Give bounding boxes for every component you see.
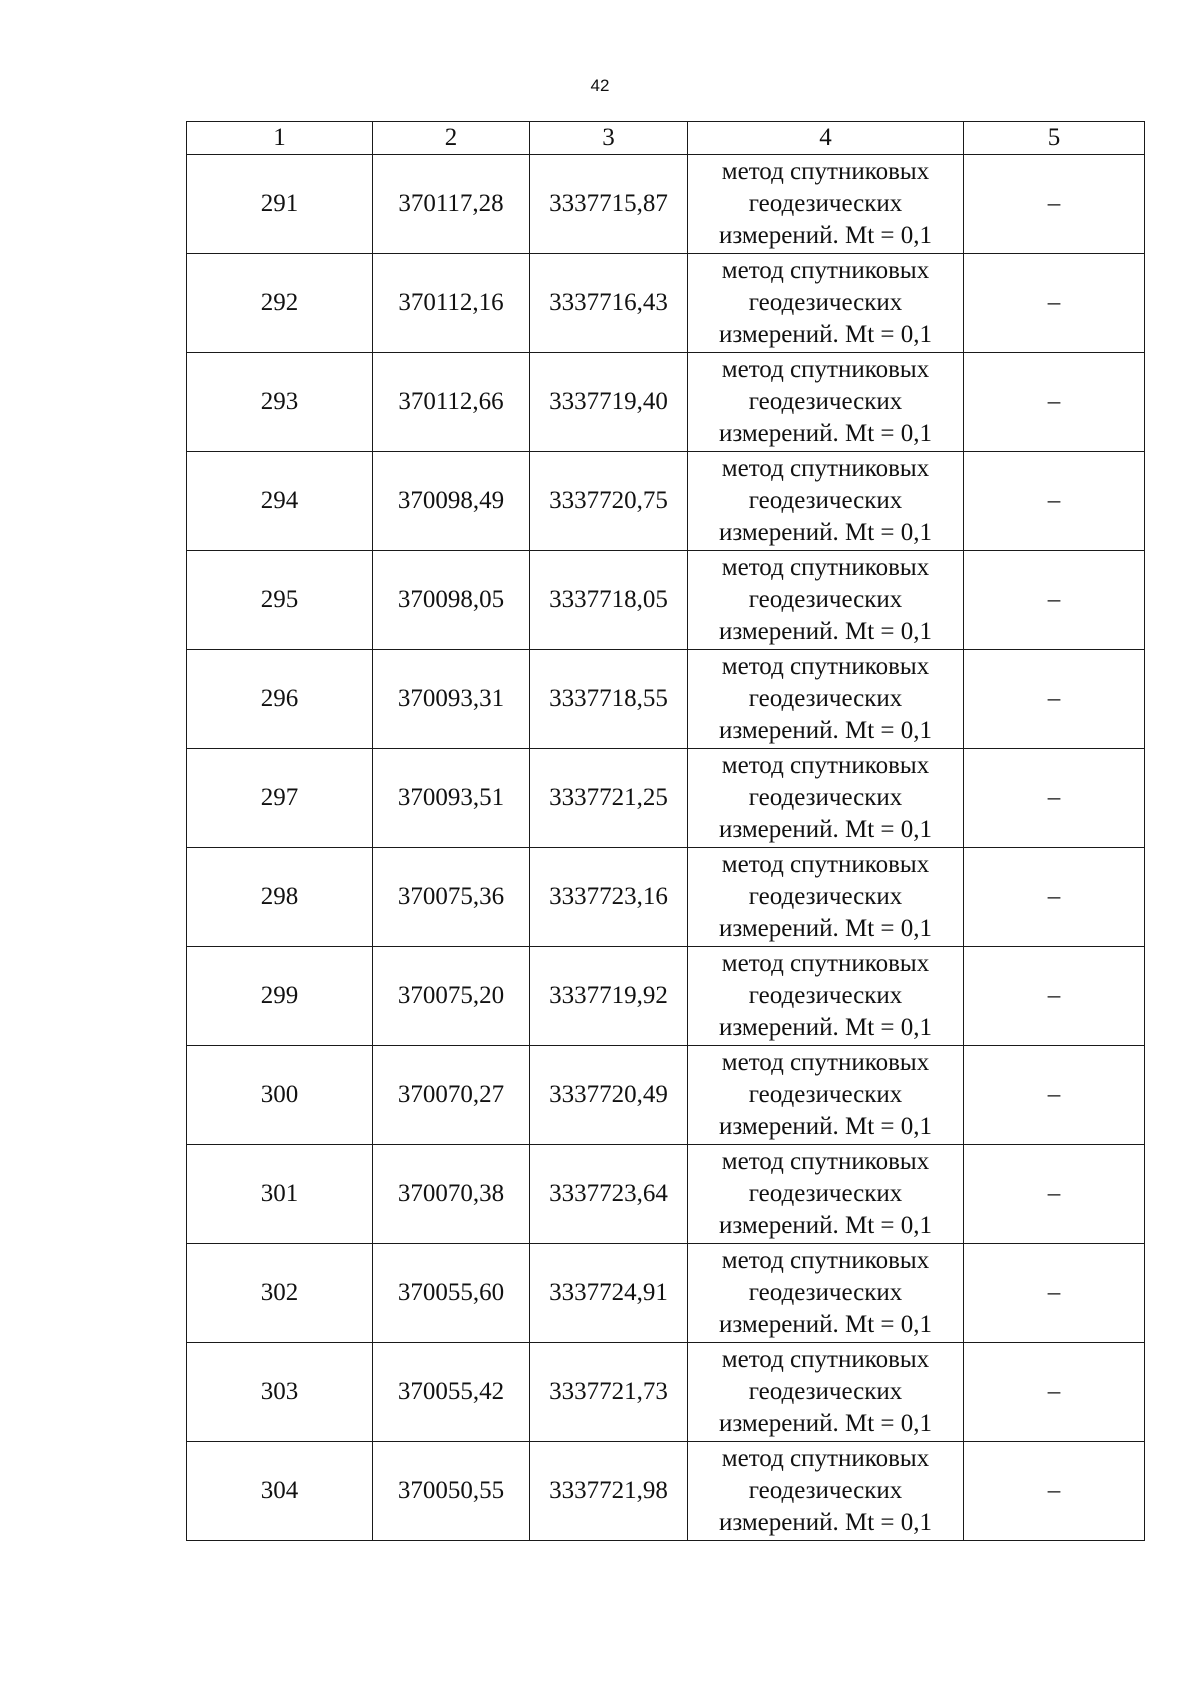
method-line: геодезических <box>748 685 903 712</box>
note-cell: – <box>964 254 1145 353</box>
x-coordinate-cell: 370050,55 <box>373 1442 530 1541</box>
y-coordinate-cell: 3337720,75 <box>530 452 688 551</box>
y-coordinate-cell: 3337721,73 <box>530 1343 688 1442</box>
method-line: геодезических <box>748 289 903 316</box>
column-header-2: 2 <box>373 122 530 155</box>
note-cell: – <box>964 353 1145 452</box>
point-number-cell: 301 <box>187 1145 373 1244</box>
x-coordinate-cell: 370075,36 <box>373 848 530 947</box>
method-line: измерений. Mt = 0,1 <box>718 1113 933 1140</box>
method-cell <box>688 650 964 749</box>
point-number-cell: 298 <box>187 848 373 947</box>
method-line: геодезических <box>748 784 903 811</box>
column-header-5: 5 <box>964 122 1145 155</box>
coordinates-table <box>186 121 1145 1541</box>
method-line: геодезических <box>748 1477 903 1504</box>
method-line: измерений. Mt = 0,1 <box>718 618 933 645</box>
note-cell: – <box>964 1343 1145 1442</box>
method-line: измерений. Mt = 0,1 <box>718 717 933 744</box>
method-cell <box>688 848 964 947</box>
method-line: геодезических <box>748 1378 903 1405</box>
table-row <box>187 1442 1145 1541</box>
note-cell: – <box>964 1244 1145 1343</box>
table-body <box>187 155 1145 1541</box>
y-coordinate-cell: 3337723,64 <box>530 1145 688 1244</box>
note-cell: – <box>964 947 1145 1046</box>
method-line: метод спутниковых <box>721 1247 930 1274</box>
y-coordinate-cell: 3337721,98 <box>530 1442 688 1541</box>
method-line: метод спутниковых <box>721 1148 930 1175</box>
x-coordinate-cell: 370075,20 <box>373 947 530 1046</box>
table-row <box>187 1145 1145 1244</box>
x-coordinate-cell: 370098,49 <box>373 452 530 551</box>
method-line: метод спутниковых <box>721 950 930 977</box>
x-coordinate-cell: 370098,05 <box>373 551 530 650</box>
method-cell <box>688 155 964 254</box>
point-number-cell: 303 <box>187 1343 373 1442</box>
y-coordinate-cell: 3337719,92 <box>530 947 688 1046</box>
method-line: геодезических <box>748 982 903 1009</box>
method-line: метод спутниковых <box>721 455 930 482</box>
method-line: метод спутниковых <box>721 1049 930 1076</box>
method-line: метод спутниковых <box>721 1346 930 1373</box>
point-number-cell: 295 <box>187 551 373 650</box>
column-header-3: 3 <box>530 122 688 155</box>
table-row <box>187 254 1145 353</box>
point-number-cell: 299 <box>187 947 373 1046</box>
y-coordinate-cell: 3337719,40 <box>530 353 688 452</box>
method-line: геодезических <box>748 487 903 514</box>
method-cell <box>688 749 964 848</box>
x-coordinate-cell: 370093,51 <box>373 749 530 848</box>
point-number-cell: 300 <box>187 1046 373 1145</box>
method-cell <box>688 1244 964 1343</box>
x-coordinate-cell: 370070,27 <box>373 1046 530 1145</box>
method-line: геодезических <box>748 190 903 217</box>
note-cell: – <box>964 1145 1145 1244</box>
method-line: измерений. Mt = 0,1 <box>718 222 933 249</box>
method-line: метод спутниковых <box>721 653 930 680</box>
header-row <box>187 122 1145 155</box>
table-row <box>187 551 1145 650</box>
point-number-cell: 304 <box>187 1442 373 1541</box>
method-line: геодезических <box>748 1081 903 1108</box>
y-coordinate-cell: 3337716,43 <box>530 254 688 353</box>
x-coordinate-cell: 370112,66 <box>373 353 530 452</box>
table-row <box>187 848 1145 947</box>
note-cell: – <box>964 452 1145 551</box>
method-line: измерений. Mt = 0,1 <box>718 1509 933 1536</box>
column-header-4: 4 <box>688 122 964 155</box>
method-line: измерений. Mt = 0,1 <box>718 1311 933 1338</box>
method-line: метод спутниковых <box>721 752 930 779</box>
method-cell <box>688 254 964 353</box>
table-row <box>187 749 1145 848</box>
method-line: геодезических <box>748 1180 903 1207</box>
method-line: геодезических <box>748 883 903 910</box>
point-number-cell: 302 <box>187 1244 373 1343</box>
table-row <box>187 353 1145 452</box>
y-coordinate-cell: 3337724,91 <box>530 1244 688 1343</box>
point-number-cell: 292 <box>187 254 373 353</box>
method-line: геодезических <box>748 586 903 613</box>
method-line: измерений. Mt = 0,1 <box>718 321 933 348</box>
method-cell <box>688 1046 964 1145</box>
method-line: метод спутниковых <box>721 356 930 383</box>
point-number-cell: 293 <box>187 353 373 452</box>
table-row <box>187 1244 1145 1343</box>
point-number-cell: 294 <box>187 452 373 551</box>
y-coordinate-cell: 3337718,55 <box>530 650 688 749</box>
x-coordinate-cell: 370055,60 <box>373 1244 530 1343</box>
note-cell: – <box>964 1046 1145 1145</box>
method-line: метод спутниковых <box>721 257 930 284</box>
method-line: измерений. Mt = 0,1 <box>718 1410 933 1437</box>
x-coordinate-cell: 370117,28 <box>373 155 530 254</box>
table-row <box>187 452 1145 551</box>
y-coordinate-cell: 3337720,49 <box>530 1046 688 1145</box>
point-number-cell: 297 <box>187 749 373 848</box>
method-line: геодезических <box>748 388 903 415</box>
method-cell <box>688 1343 964 1442</box>
x-coordinate-cell: 370093,31 <box>373 650 530 749</box>
method-line: измерений. Mt = 0,1 <box>718 420 933 447</box>
method-line: метод спутниковых <box>721 158 930 185</box>
note-cell: – <box>964 749 1145 848</box>
method-cell <box>688 1145 964 1244</box>
y-coordinate-cell: 3337718,05 <box>530 551 688 650</box>
table-row <box>187 650 1145 749</box>
note-cell: – <box>964 551 1145 650</box>
note-cell: – <box>964 848 1145 947</box>
method-line: измерений. Mt = 0,1 <box>718 816 933 843</box>
method-cell <box>688 947 964 1046</box>
point-number-cell: 291 <box>187 155 373 254</box>
y-coordinate-cell: 3337721,25 <box>530 749 688 848</box>
note-cell: – <box>964 650 1145 749</box>
table-header <box>187 122 1145 155</box>
note-cell: – <box>964 155 1145 254</box>
method-line: метод спутниковых <box>721 554 930 581</box>
y-coordinate-cell: 3337723,16 <box>530 848 688 947</box>
table-row <box>187 1046 1145 1145</box>
method-line: измерений. Mt = 0,1 <box>718 1014 933 1041</box>
method-cell <box>688 1442 964 1541</box>
table-row <box>187 155 1145 254</box>
method-line: метод спутниковых <box>721 851 930 878</box>
method-line: метод спутниковых <box>721 1445 930 1472</box>
method-cell <box>688 452 964 551</box>
x-coordinate-cell: 370055,42 <box>373 1343 530 1442</box>
table-row <box>187 947 1145 1046</box>
method-line: измерений. Mt = 0,1 <box>718 1212 933 1239</box>
method-line: измерений. Mt = 0,1 <box>718 915 933 942</box>
table-row <box>187 1343 1145 1442</box>
method-line: измерений. Mt = 0,1 <box>718 519 933 546</box>
page-number: 42 <box>590 76 610 95</box>
method-line: геодезических <box>748 1279 903 1306</box>
x-coordinate-cell: 370112,16 <box>373 254 530 353</box>
point-number-cell: 296 <box>187 650 373 749</box>
x-coordinate-cell: 370070,38 <box>373 1145 530 1244</box>
method-cell <box>688 353 964 452</box>
column-header-1: 1 <box>187 122 373 155</box>
method-cell <box>688 551 964 650</box>
y-coordinate-cell: 3337715,87 <box>530 155 688 254</box>
note-cell: – <box>964 1442 1145 1541</box>
